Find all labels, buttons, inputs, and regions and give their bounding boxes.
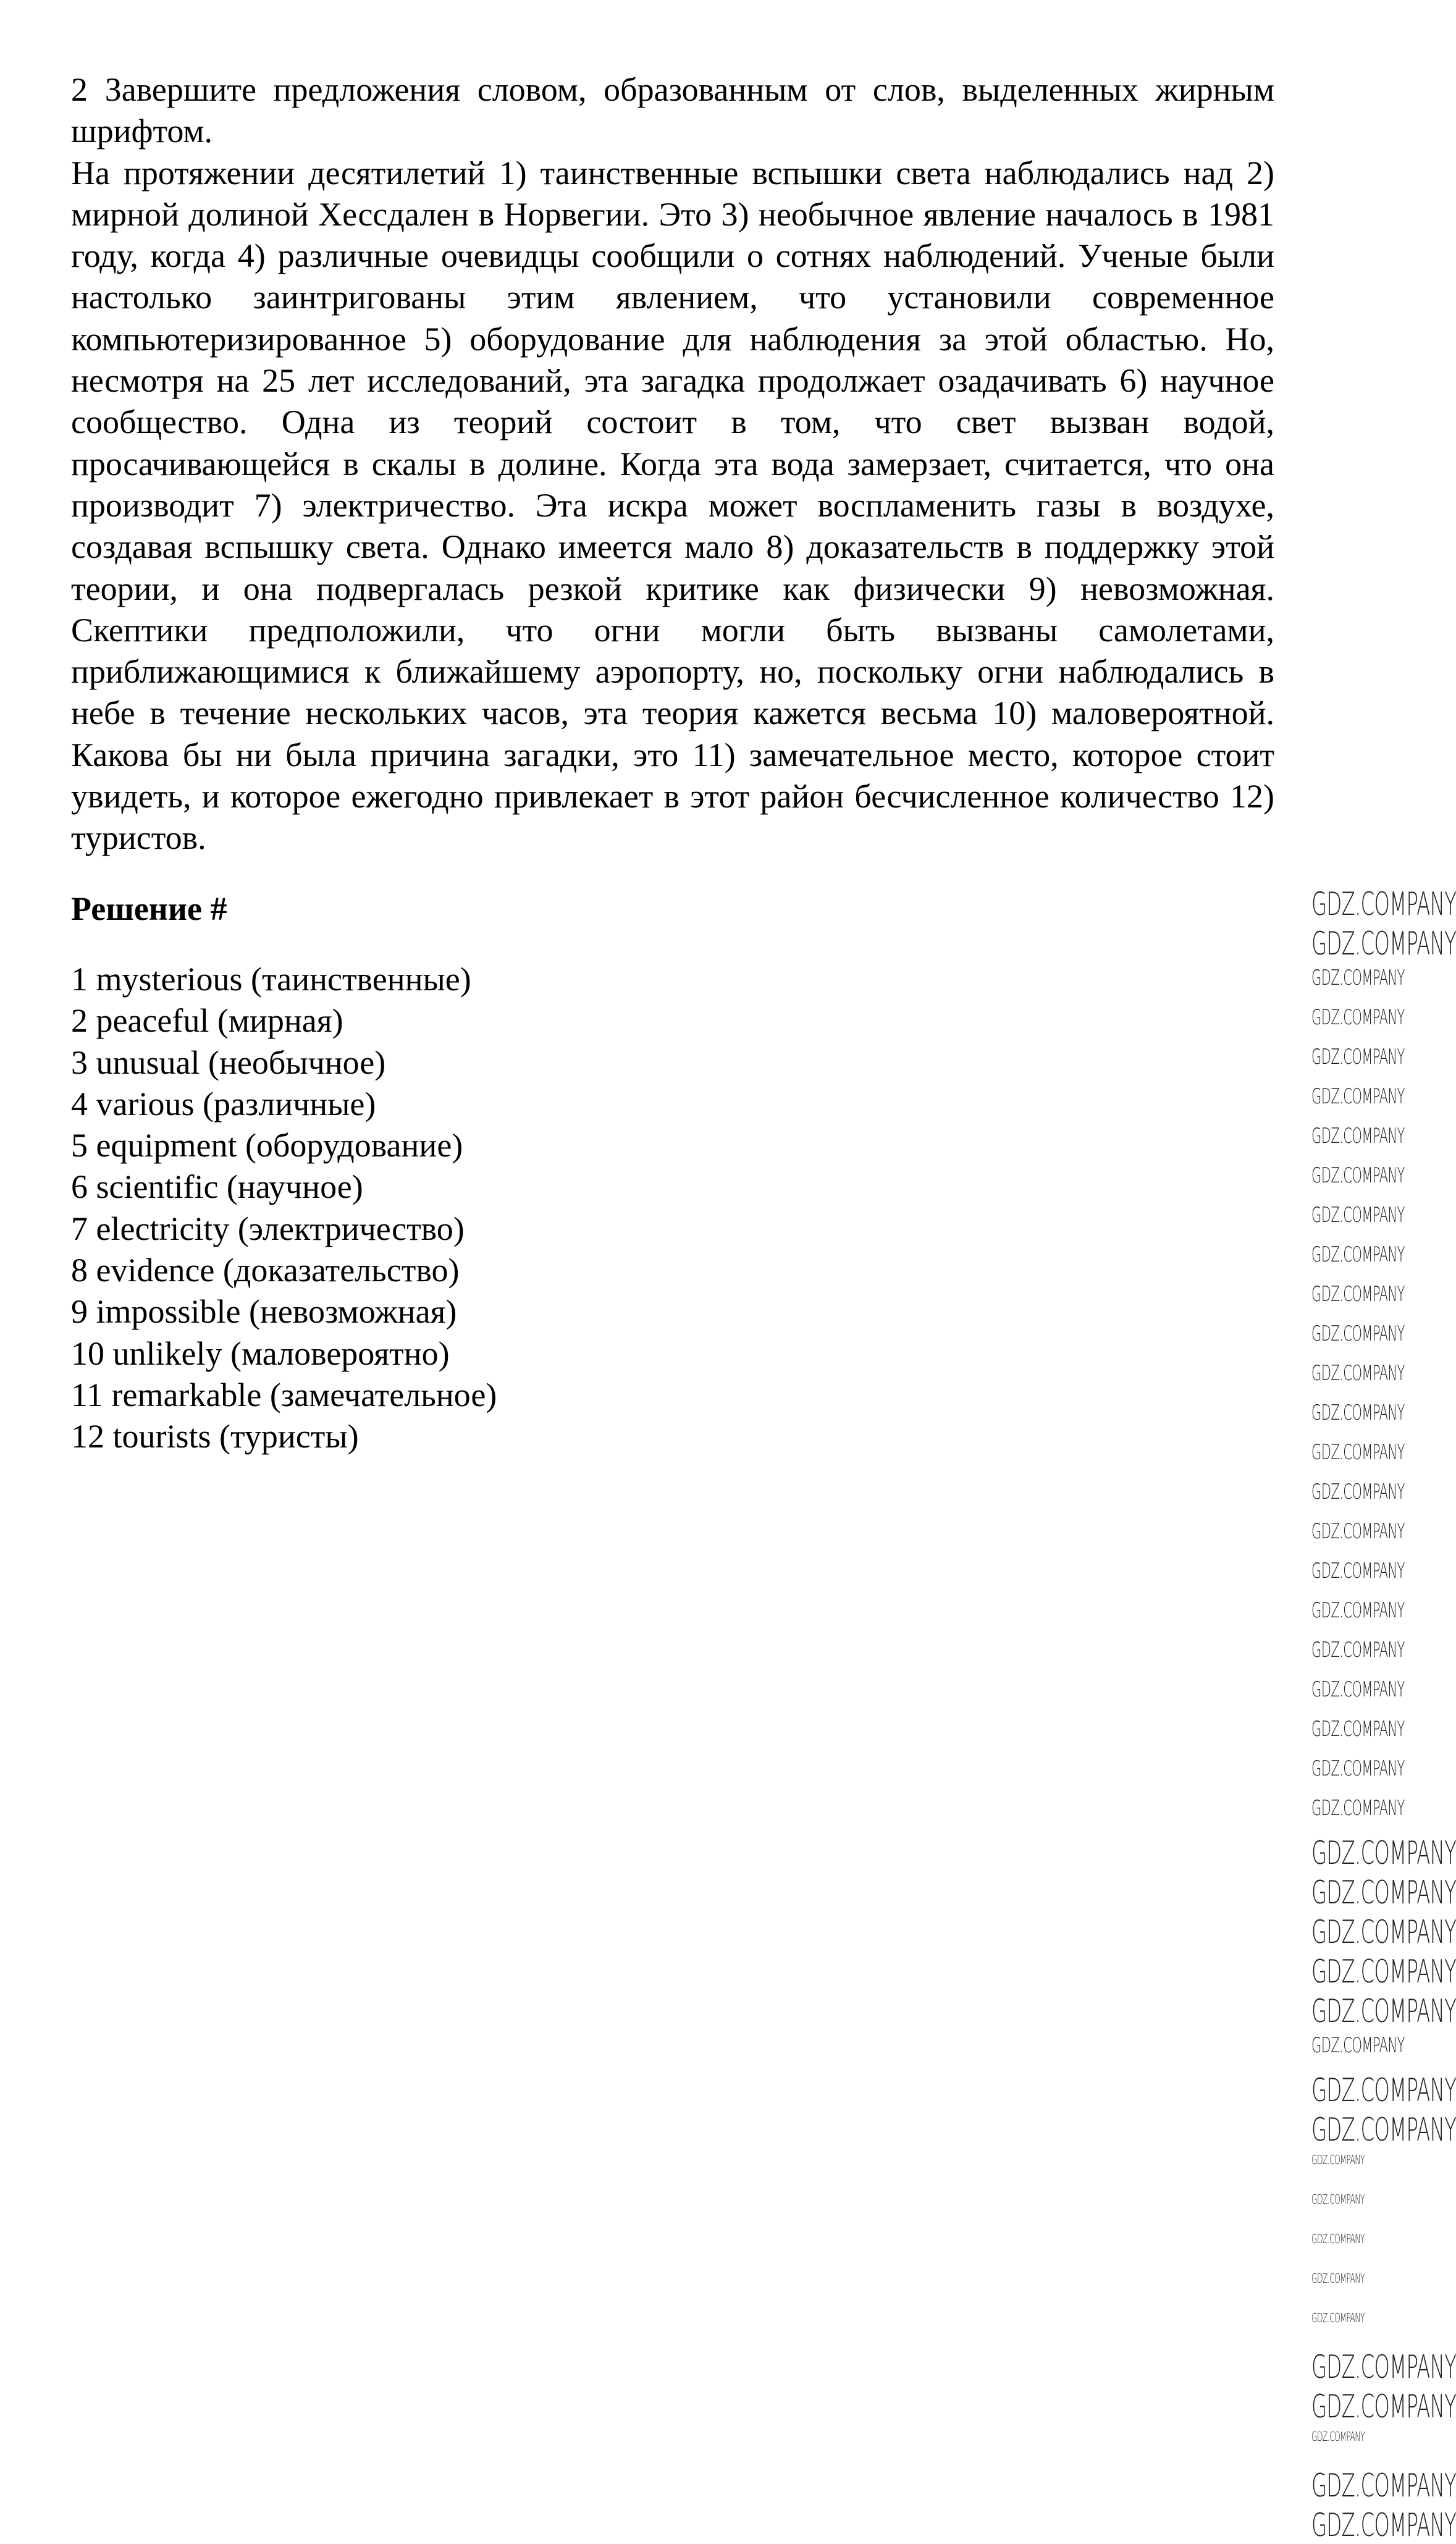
watermark: GDZ.COMPANY	[1311, 1914, 1456, 1951]
answer-item: 10 unlikely (маловероятно)	[71, 1334, 450, 1372]
answer-item: 6 scientific (научное)	[71, 1168, 363, 1206]
watermark: GDZ.COMPANY	[1311, 1321, 1405, 1346]
solution-title: Решение #	[71, 890, 227, 927]
answer-item: 3 unusual (необычное)	[71, 1043, 386, 1081]
watermark: GDZ.COMPANY	[1311, 2072, 1456, 2109]
watermark: GDZ.COMPANY	[1311, 1874, 1456, 1911]
watermark: GDZ.COMPANY	[1311, 1717, 1405, 1742]
answer-item: 12 tourists (туристы)	[71, 1418, 359, 1455]
watermark: GDZ.COMPANY	[1311, 1242, 1405, 1267]
watermark: GDZ.COMPANY	[1311, 1480, 1405, 1504]
watermark: GDZ.COMPANY	[1311, 1953, 1456, 1990]
watermark: GDZ.COMPANY	[1311, 1796, 1405, 1821]
answer-item: 7 electricity (электричество)	[71, 1210, 465, 1247]
watermark: GDZ.COMPANY	[1311, 886, 1456, 923]
watermark: GDZ.COMPANY	[1311, 2152, 1365, 2167]
page-content	[71, 69, 1274, 1458]
watermark: GDZ.COMPANY	[1311, 2388, 1456, 2425]
watermark: GDZ.COMPANY	[1311, 1203, 1405, 1228]
watermark: GDZ.COMPANY	[1311, 1361, 1405, 1386]
watermark: GDZ.COMPANY	[1311, 1638, 1405, 1662]
watermark: GDZ.COMPANY	[1311, 2310, 1365, 2325]
answer-item: 9 impossible (невозможная)	[71, 1293, 457, 1331]
task-block	[71, 69, 1274, 859]
watermark: GDZ.COMPANY	[1311, 1045, 1405, 1069]
watermark: GDZ.COMPANY	[1311, 1084, 1405, 1109]
watermark: GDZ.COMPANY	[1311, 1400, 1405, 1425]
watermark: GDZ.COMPANY	[1311, 2349, 1456, 2386]
answer-item: 4 various (различные)	[71, 1085, 376, 1122]
watermark: GDZ.COMPANY	[1311, 2192, 1365, 2207]
watermark: GDZ.COMPANY	[1311, 1005, 1405, 1030]
watermark: GDZ.COMPANY	[1311, 1835, 1456, 1872]
watermark: GDZ.COMPANY	[1311, 966, 1405, 990]
watermark: GDZ.COMPANY	[1311, 1519, 1405, 1544]
answer-item: 8 evidence (доказательство)	[71, 1252, 460, 1289]
answer-item: 2 peaceful (мирная)	[71, 1002, 343, 1040]
answer-list	[71, 959, 1274, 1458]
watermark: GDZ.COMPANY	[1311, 2467, 1456, 2504]
watermark: GDZ.COMPANY	[1311, 1282, 1405, 1307]
answer-item: 11 remarkable (замечательное)	[71, 1376, 497, 1413]
watermark: GDZ.COMPANY	[1311, 1598, 1405, 1623]
watermark: GDZ.COMPANY	[1311, 1163, 1405, 1188]
watermark: GDZ.COMPANY	[1311, 1124, 1405, 1148]
watermark: GDZ.COMPANY	[1311, 1677, 1405, 1702]
watermark: GDZ.COMPANY	[1311, 1756, 1405, 1781]
watermark: GDZ.COMPANY	[1311, 925, 1456, 962]
task-text: На протяжении десятилетий 1) таинственные вспышки света наблюдались над 2) мирной долиной Хессдален в Норвегии. Это 3) необычное явление началось в 1981 году, когда 4) различные очевидцы сообщили о сотнях наблюдений. Ученые были настолько заинтригованы этим явлением, что установили современное компьютеризированное 5) оборудование для наблюдения за этой областью. Но, несмотря на 25 лет исследований, эта загадка продолжает озадачивать 6) научное сообщество. Одна из теорий состоит в том, что свет вызван водой, просачивающейся в скалы в долине. Когда эта вода замерзает, считается, что она производит 7) электричество. Эта искра может воспламенить газы в воздухе, создавая вспышку света. Однако имеется мало 8) доказательств в поддержку этой теории, и она подвергалась резкой критике как физически 9) невозможная. Скептики предположили, что огни могли быть вызваны самолетами, приближающимися к ближайшему аэропорту, но, поскольку огни наблюдались в небе в течение нескольких часов, эта теория кажется весьма 10) маловероятной. Какова бы ни была причина загадки, это 11) замечательное место, которое стоит увидеть, и которое ежегодно привлекает в этот район бесчисленное количество 12) туристов.	[71, 154, 1274, 857]
task-heading: 2 Завершите предложения словом, образованным от слов, выделенных жирным шрифтом.	[71, 71, 1274, 150]
watermark: GDZ.COMPANY	[1311, 1993, 1456, 2030]
answer-item: 1 mysterious (таинственные)	[71, 960, 471, 998]
watermark: GDZ.COMPANY	[1311, 2271, 1365, 2286]
watermark: GDZ.COMPANY	[1311, 2429, 1365, 2444]
answer-item: 5 equipment (оборудование)	[71, 1127, 463, 1165]
watermark: GDZ.COMPANY	[1311, 2231, 1365, 2246]
watermark: GDZ.COMPANY	[1311, 2507, 1456, 2544]
watermark: GDZ.COMPANY	[1311, 2112, 1456, 2149]
watermark: GDZ.COMPANY	[1311, 1440, 1405, 1465]
watermark: GDZ.COMPANY	[1311, 2033, 1405, 2058]
watermark: GDZ.COMPANY	[1311, 1559, 1405, 1583]
